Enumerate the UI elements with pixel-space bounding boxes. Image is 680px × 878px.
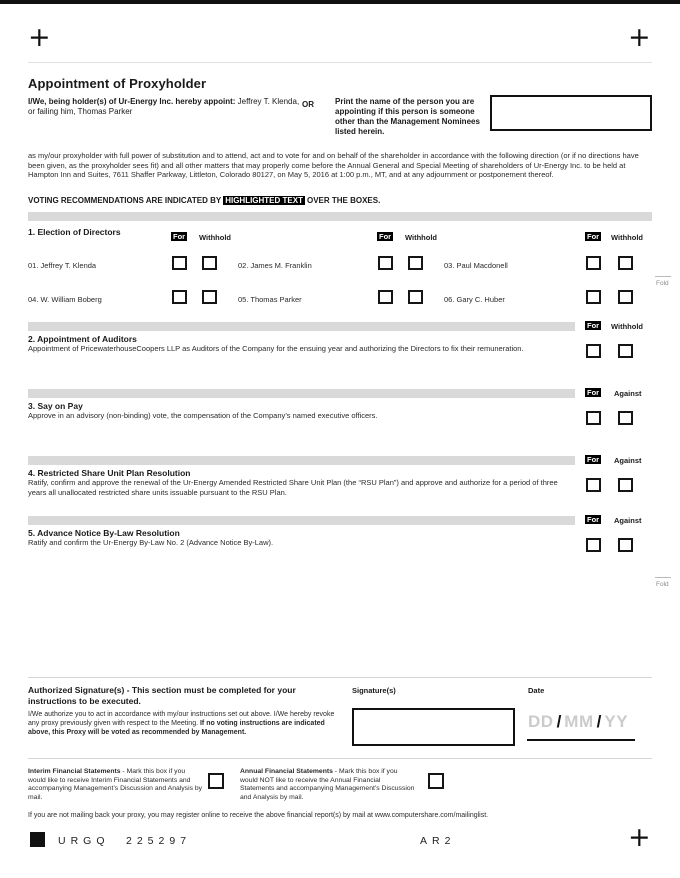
director-name-04: 04. W. William Boberg bbox=[28, 295, 102, 304]
footer-control-number: 225297 bbox=[126, 835, 192, 847]
signature-terms-normal: I/We authorize you to act in accordance with my/our instructions set out above. I/We hereby revoke any proxy previously given with respect to the Meeting. bbox=[28, 711, 335, 727]
checkbox-director-01-withhold[interactable] bbox=[202, 256, 217, 270]
resolution-3-title: 3. Say on Pay bbox=[28, 401, 83, 411]
checkbox-resolution-5-against[interactable] bbox=[618, 538, 633, 552]
resolution-2-body: Appointment of PricewaterhouseCoopers LLP as Auditors of the Company for the ensuing year and authorizing the Directors to fix their remuneration. bbox=[28, 344, 524, 353]
interim-statements-body: - Mark this box if you would like to receive Interim Financial Statements and accompanying Management’s Discussion and Analysis by mail. bbox=[28, 768, 203, 801]
annual-statements-body: - Mark this box if you would NOT like to receive the Annual Financial Statements and accompanying Management’s Discussion and Analysis by mail. bbox=[240, 768, 415, 801]
checkbox-director-06-withhold[interactable] bbox=[618, 290, 633, 304]
checkbox-director-02-for[interactable] bbox=[378, 256, 393, 270]
top-edge-bar bbox=[0, 0, 680, 4]
voting-post: OVER THE BOXES. bbox=[306, 196, 381, 205]
checkbox-resolution-3-against[interactable] bbox=[618, 411, 633, 425]
appointment-lead: I/We, being holder(s) of Ur-Energy Inc. hereby appoint: bbox=[28, 97, 238, 106]
crop-mark-top-right-icon: + bbox=[628, 22, 651, 53]
checkbox-director-05-withhold[interactable] bbox=[408, 290, 423, 304]
for-header-col3: For bbox=[587, 232, 600, 241]
checkbox-resolution-4-against[interactable] bbox=[618, 478, 633, 492]
appointee-name: Jeffrey T. Klenda, bbox=[237, 97, 300, 106]
resolution-4-bar bbox=[28, 456, 575, 465]
resolution-2-withhold-header: Withhold bbox=[611, 322, 644, 331]
election-title: 1. Election of Directors bbox=[28, 227, 121, 237]
date-field[interactable] bbox=[528, 712, 628, 732]
resolution-3-against-header: Against bbox=[614, 389, 642, 398]
checkbox-director-04-for[interactable] bbox=[172, 290, 187, 304]
voting-recommendations-line bbox=[28, 196, 380, 206]
highlighted-text-sample: HIGHLIGHTED TEXT bbox=[225, 196, 303, 205]
fold-line-2 bbox=[655, 577, 671, 578]
resolution-5-bar bbox=[28, 516, 575, 525]
resolution-5-title: 5. Advance Notice By-Law Resolution bbox=[28, 528, 180, 538]
appointment-statement bbox=[28, 97, 300, 117]
resolution-5-against-header: Against bbox=[614, 516, 642, 525]
scan-anchor-square bbox=[30, 832, 45, 847]
checkbox-interim-statements[interactable] bbox=[208, 773, 224, 789]
checkbox-resolution-5-for[interactable] bbox=[586, 538, 601, 552]
director-name-05: 05. Thomas Parker bbox=[238, 295, 302, 304]
checkbox-director-05-for[interactable] bbox=[378, 290, 393, 304]
print-name-instruction: Print the name of the person you are appointing if this person is someone other than the Management Nominees listed herein. bbox=[335, 97, 480, 136]
signature-section-divider bbox=[28, 677, 652, 678]
signature-heading: Authorized Signature(s) - This section must be completed for your instructions to be executed. bbox=[28, 685, 296, 706]
signature-terms-bold: If no voting instructions are indicated above, this Proxy will be voted as recommended by Management. bbox=[28, 720, 325, 736]
page-title: Appointment of Proxyholder bbox=[28, 76, 207, 91]
checkbox-resolution-2-for[interactable] bbox=[586, 344, 601, 358]
crop-mark-bottom-right-icon: + bbox=[628, 822, 651, 853]
footer-form-code: AR2 bbox=[420, 835, 456, 847]
checkbox-director-03-withhold[interactable] bbox=[618, 256, 633, 270]
date-mm-placeholder: MM bbox=[564, 712, 594, 731]
resolution-5-for-header: For bbox=[587, 515, 600, 524]
for-header-col1: For bbox=[173, 232, 186, 241]
signature-terms bbox=[28, 710, 342, 737]
date-slash-1: / bbox=[556, 712, 562, 731]
director-name-06: 06. Gary C. Huber bbox=[444, 295, 505, 304]
checkbox-resolution-2-withhold[interactable] bbox=[618, 344, 633, 358]
interim-statements-text bbox=[28, 768, 204, 802]
checkbox-director-01-for[interactable] bbox=[172, 256, 187, 270]
annual-statements-title: Annual Financial Statements bbox=[240, 768, 333, 775]
signature-box[interactable] bbox=[352, 708, 515, 746]
checkbox-director-06-for[interactable] bbox=[586, 290, 601, 304]
date-dd-placeholder: DD bbox=[528, 712, 554, 731]
checkbox-annual-statements[interactable] bbox=[428, 773, 444, 789]
section-divider-bar bbox=[28, 212, 652, 221]
checkbox-resolution-4-for[interactable] bbox=[586, 478, 601, 492]
resolution-3-body: Approve in an advisory (non-binding) vote, the compensation of the Company’s named executive officers. bbox=[28, 411, 378, 420]
director-name-02: 02. James M. Franklin bbox=[238, 261, 312, 270]
date-slash-2: / bbox=[596, 712, 602, 731]
interim-statements-title: Interim Financial Statements bbox=[28, 768, 121, 775]
header-divider bbox=[28, 62, 652, 63]
fold-label-2: Fold bbox=[656, 581, 669, 588]
footer-reg-code: URGQ bbox=[58, 835, 110, 847]
resolution-5-body: Ratify and confirm the Ur-Energy By-Law No. 2 (Advance Notice By-Law). bbox=[28, 538, 274, 547]
fold-line-1 bbox=[655, 276, 671, 277]
appointee-name-box[interactable] bbox=[490, 95, 652, 131]
date-underline bbox=[527, 739, 635, 741]
proxy-terms-paragraph: as my/our proxyholder with full power of substitution and to attend, act and to vote for and on behalf of the shareholder in accordance with the following direction (or if no directions have been given, as the proxyholder sees fit) and all other matters that may properly come before the Annual General and Special Meeting of shareholders of Ur-Energy Inc. to be held at Hampton Inn and Suites, 7611 Shaffer Parkway, Littleton, Colorado 80127, on May 5, 2016 at 1:00 p.m., MT, and at any adjournment or postponement thereof. bbox=[28, 151, 639, 180]
for-header-col2: For bbox=[379, 232, 392, 241]
checkbox-director-04-withhold[interactable] bbox=[202, 290, 217, 304]
checkbox-director-03-for[interactable] bbox=[586, 256, 601, 270]
resolution-4-title: 4. Restricted Share Unit Plan Resolution bbox=[28, 468, 191, 478]
resolution-3-for-header: For bbox=[587, 388, 600, 397]
signatures-label: Signature(s) bbox=[352, 686, 396, 695]
or-label: OR bbox=[302, 100, 314, 109]
director-name-01: 01. Jeffrey T. Klenda bbox=[28, 261, 97, 270]
resolution-2-title: 2. Appointment of Auditors bbox=[28, 334, 137, 344]
financial-section-divider bbox=[28, 758, 652, 759]
date-label: Date bbox=[528, 686, 545, 695]
director-name-03: 03. Paul Macdonell bbox=[444, 261, 508, 270]
resolution-4-body: Ratify, confirm and approve the renewal of the Ur-Energy Amended Restricted Share Unit Plan (the “RSU Plan”) and approve and authorize for a period of three years all unallocated restricted share units issuable pursuant to the RSU Plan. bbox=[28, 478, 558, 497]
resolution-4-for-header: For bbox=[587, 455, 600, 464]
checkbox-resolution-3-for[interactable] bbox=[586, 411, 601, 425]
voting-pre: VOTING RECOMMENDATIONS ARE INDICATED BY bbox=[28, 196, 222, 205]
resolution-2-bar bbox=[28, 322, 575, 331]
appointee-alternate: or failing him, Thomas Parker bbox=[28, 107, 133, 116]
withhold-header-col2: Withhold bbox=[405, 233, 438, 242]
resolution-3-bar bbox=[28, 389, 575, 398]
resolution-4-against-header: Against bbox=[614, 456, 642, 465]
fold-label-1: Fold bbox=[656, 280, 669, 287]
annual-statements-text bbox=[240, 768, 416, 802]
withhold-header-col3: Withhold bbox=[611, 233, 644, 242]
online-registration-note: If you are not mailing back your proxy, you may register online to receive the above financial report(s) by mail at www.computershare.com/mailinglist. bbox=[28, 812, 489, 819]
date-yy-placeholder: YY bbox=[604, 712, 629, 731]
withhold-header-col1: Withhold bbox=[199, 233, 232, 242]
checkbox-director-02-withhold[interactable] bbox=[408, 256, 423, 270]
crop-mark-top-left-icon: + bbox=[28, 22, 51, 53]
resolution-2-for-header: For bbox=[587, 321, 600, 330]
